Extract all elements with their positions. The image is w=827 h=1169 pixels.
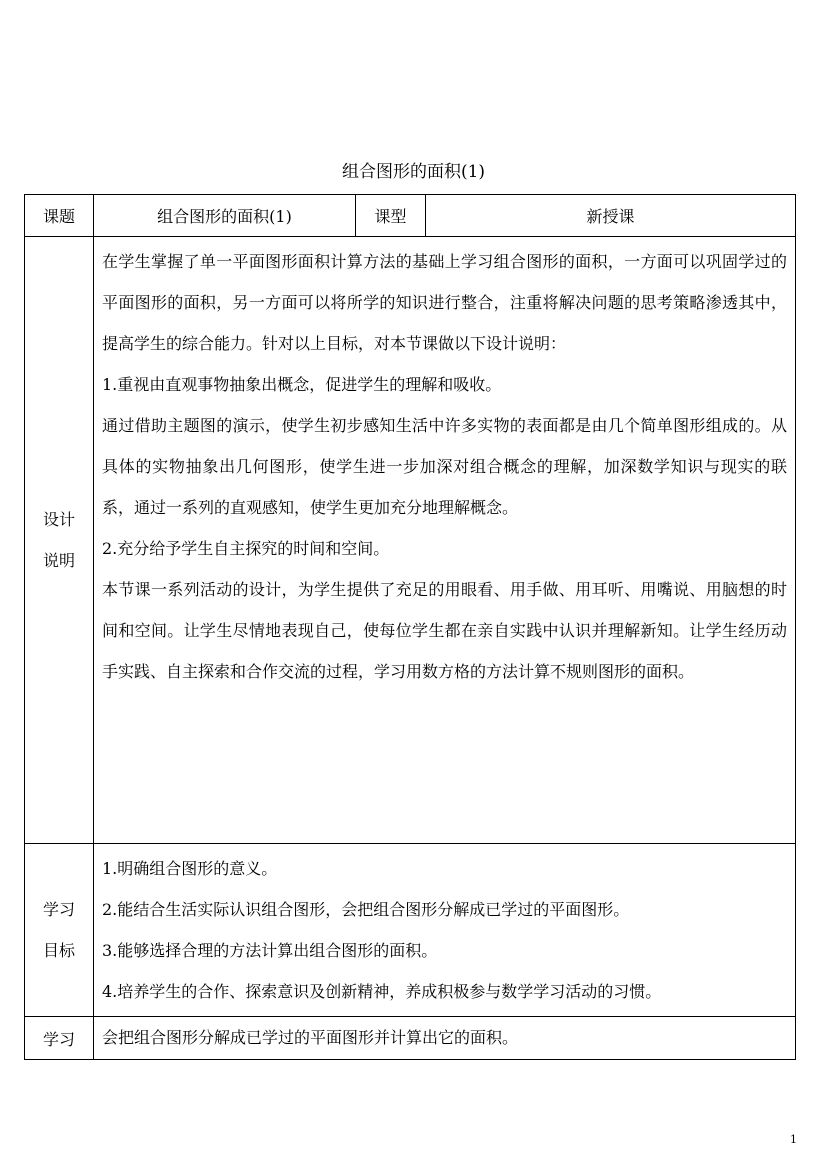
design-paragraph: 在学生掌握了单一平面图形面积计算方法的基础上学习组合图形的面积，一方面可以巩固学过的平面图形的面积，另一方面可以将所学的知识进行整合，注重将解决问题的思考策略渗透其中，提高学生的综合能力。针对以上目标，对本节课做以下设计说明： — [102, 252, 787, 353]
goal-item: 2.能结合生活实际认识组合图形，会把组合图形分解成已学过的平面图形。 — [102, 900, 630, 919]
topic-label: 课题 — [25, 195, 94, 237]
focus-row — [25, 1017, 796, 1060]
design-label-cell — [25, 237, 94, 844]
design-row — [25, 237, 796, 844]
goal-item: 4.培养学生的合作、探索意识及创新精神，养成积极参与数学学习活动的习惯。 — [102, 982, 662, 1001]
goal-item: 1.明确组合图形的意义。 — [102, 859, 278, 878]
goal-item: 3.能够选择合理的方法计算出组合图形的面积。 — [102, 941, 438, 960]
lesson-plan-table — [24, 194, 796, 1060]
header-row — [25, 195, 796, 237]
page-number: 1 — [790, 1133, 797, 1146]
type-value: 新授课 — [426, 195, 796, 237]
goals-label-line1: 学习 — [42, 900, 75, 919]
design-content — [94, 237, 796, 844]
design-paragraph: 通过借助主题图的演示，使学生初步感知生活中许多实物的表面都是由几个简单图形组成的。从具体的实物抽象出几何图形，使学生进一步加深对组合概念的理解，加深数学知识与现实的联系，通过一系列的直观感知，使学生更加充分地理解概念。 — [102, 416, 787, 517]
goals-label-line2: 目标 — [42, 941, 75, 960]
goals-row — [25, 844, 796, 1017]
focus-content — [94, 1017, 796, 1060]
goals-content — [94, 844, 796, 1017]
design-paragraph: 2.充分给予学生自主探究的时间和空间。 — [102, 539, 390, 558]
design-paragraph: 1.重视由直观事物抽象出概念，促进学生的理解和吸收。 — [102, 375, 502, 394]
design-label-line1: 设计 — [42, 510, 75, 529]
type-label: 课型 — [356, 195, 426, 237]
focus-text: 会把组合图形分解成已学过的平面图形并计算出它的面积。 — [102, 1028, 519, 1047]
goals-label-cell — [25, 844, 94, 1017]
topic-value: 组合图形的面积(1) — [94, 195, 356, 237]
document-title: 组合图形的面积(1) — [341, 162, 486, 182]
design-label-line2: 说明 — [42, 551, 75, 570]
design-paragraph: 本节课一系列活动的设计，为学生提供了充足的用眼看、用手做、用耳听、用嘴说、用脑想的时间和空间。让学生尽情地表现自己，使每位学生都在亲自实践中认识并理解新知。让学生经历动手实践、自主探索和合作交流的过程，学习用数方格的方法计算不规则图形的面积。 — [102, 580, 787, 681]
focus-label: 学习 — [25, 1017, 94, 1060]
